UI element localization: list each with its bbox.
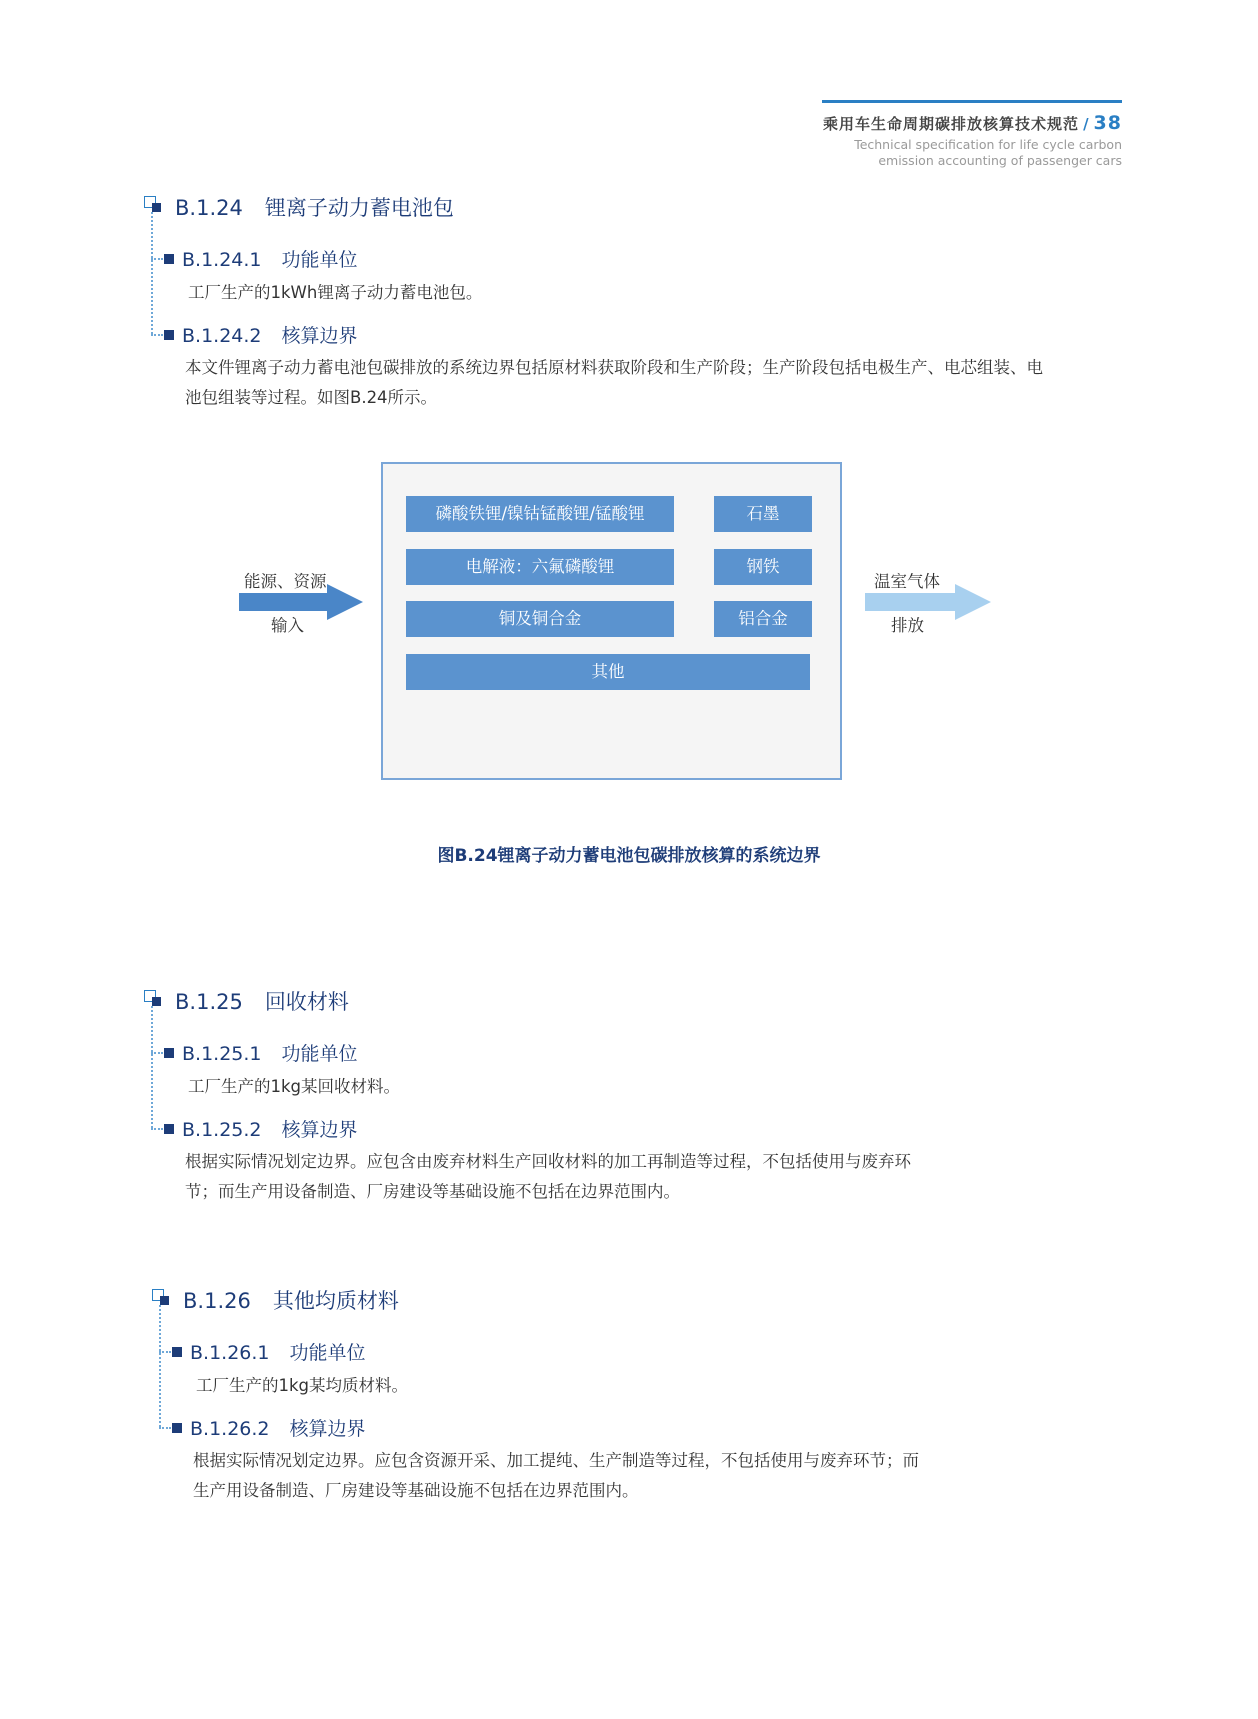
paragraph [185,353,1043,413]
header-title-en-line2: emission accounting of passenger cars [878,153,1122,168]
subsection-number: B.1.26.1 [190,1342,270,1364]
tree-line [151,212,153,334]
square-bullet-icon [164,1048,174,1058]
page-number: 38 [1093,112,1122,134]
section-icon [144,196,164,214]
tree-branch [151,334,163,336]
paragraph [193,1446,919,1506]
header-rule [822,100,1122,103]
subsection-title-text: 核算边界 [281,325,358,347]
section-number: B.1.24 [175,196,243,220]
square-bullet-icon [172,1347,182,1357]
paragraph-line: 本文件锂离子动力蓄电池包碳排放的系统边界包括原材料获取阶段和生产阶段；生产阶段包括电极生产、电芯组装、电 [185,358,1043,377]
square-bullet-icon [164,1124,174,1134]
tree-branch [151,1128,163,1130]
section-icon [152,1289,172,1307]
input-label-top: 能源、资源 [244,572,327,591]
tree-line [151,1006,153,1128]
tree-line [159,1305,161,1427]
section-number: B.1.26 [183,1289,251,1313]
square-bullet-icon [172,1423,182,1433]
paragraph-line: 根据实际情况划定边界。应包含资源开采、加工提纯、生产制造等过程，不包括使用与废弃环节；而 [193,1451,919,1470]
subsection-title-text: 功能单位 [281,249,358,271]
subsection-number: B.1.24.1 [182,249,262,271]
paragraph [185,1147,911,1207]
material-box: 铜及铜合金 [406,601,674,637]
section-title-b124 [175,192,454,222]
tree-branch [159,1427,171,1429]
section-title-b125 [175,986,349,1016]
paragraph-line: 池包组装等过程。如图B.24所示。 [185,388,438,407]
subsection-number: B.1.25.1 [182,1043,262,1065]
subsection-title-text: 核算边界 [289,1418,366,1440]
paragraph: 工厂生产的1kg某回收材料。 [188,1077,401,1096]
subsection-title-text: 功能单位 [289,1342,366,1364]
paragraph-line: 生产用设备制造、厂房建设等基础设施不包括在边界范围内。 [193,1481,639,1500]
square-bullet-icon [164,330,174,340]
subsection-number: B.1.24.2 [182,325,262,347]
header-title-cn: 乘用车生命周期碳排放核算技术规范 [823,115,1080,133]
paragraph: 工厂生产的1kg某均质材料。 [196,1376,409,1395]
input-label-bottom: 输入 [271,616,304,635]
subsection-title-text: 功能单位 [281,1043,358,1065]
section-icon [144,990,164,1008]
section-title-text: 其他均质材料 [272,1289,399,1313]
output-label-top: 温室气体 [874,572,940,591]
tree-branch [151,258,163,260]
output-label-bottom: 排放 [891,616,924,635]
subsection-number: B.1.26.2 [190,1418,270,1440]
material-box: 石墨 [714,496,812,532]
section-number: B.1.25 [175,990,243,1014]
paragraph-line: 节；而生产用设备制造、厂房建设等基础设施不包括在边界范围内。 [185,1182,680,1201]
subsection-title-text: 核算边界 [281,1119,358,1141]
material-box: 铝合金 [714,601,812,637]
subsection-title-b1242 [164,321,358,348]
subsection-title-b1261 [172,1338,366,1365]
subsection-number: B.1.25.2 [182,1119,262,1141]
header-title [823,112,1122,134]
header-title-en-line1: Technical specification for life cycle carbon [854,137,1122,152]
square-bullet-icon [164,254,174,264]
paragraph-line: 根据实际情况划定边界。应包含由废弃材料生产回收材料的加工再制造等过程，不包括使用与废弃环 [185,1152,911,1171]
subsection-title-b1251 [164,1039,358,1066]
tree-branch [151,1052,163,1054]
subsection-title-b1262 [172,1414,366,1441]
header-slash: / [1083,115,1090,133]
subsection-title-b1252 [164,1115,358,1142]
header-title-en [802,137,1122,169]
section-title-b126 [183,1285,399,1315]
tree-branch [159,1351,171,1353]
material-box: 钢铁 [714,549,812,585]
section-title-text: 回收材料 [264,990,349,1014]
figure-caption: 图B.24锂离子动力蓄电池包碳排放核算的系统边界 [437,846,821,866]
section-title-text: 锂离子动力蓄电池包 [264,196,454,220]
paragraph: 工厂生产的1kWh锂离子动力蓄电池包。 [188,283,483,302]
material-box: 磷酸铁锂/镍钴锰酸锂/锰酸锂 [406,496,674,532]
material-box: 电解液：六氟磷酸锂 [406,549,674,585]
subsection-title-b1241 [164,245,358,272]
material-box: 其他 [406,654,810,690]
